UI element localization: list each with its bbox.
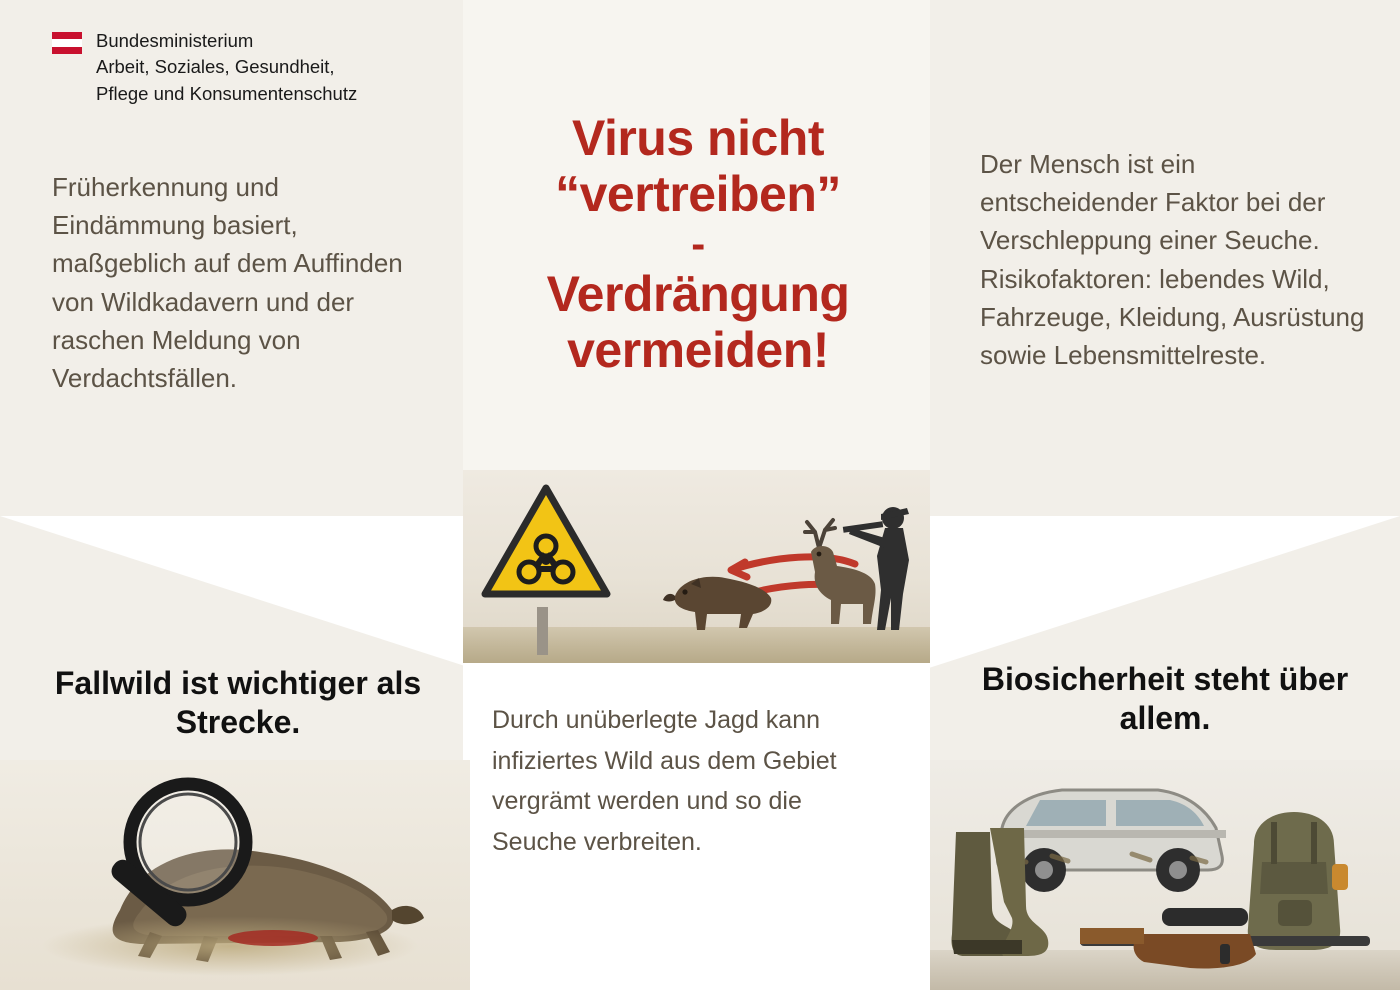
right-illustration bbox=[930, 760, 1400, 990]
right-body-text bbox=[980, 145, 1370, 374]
subhead-fallwild: Fallwild ist wichtiger als Strecke. bbox=[54, 665, 422, 741]
right-body-text-part-2: Risikofaktoren: lebendes Wild, Fahrzeuge, Kleidung, Ausrüstung sowie Lebensmittelreste. bbox=[980, 263, 1365, 371]
subhead-biosicherheit: Biosicherheit steht über allem. bbox=[981, 661, 1349, 737]
magnifying-glass-icon bbox=[78, 770, 298, 980]
right-body-text-part-1: Der Mensch ist ein entscheidender Faktor bei der Verschleppung einer Seuche. bbox=[980, 149, 1326, 256]
rubber-boots-icon bbox=[942, 822, 1052, 972]
rifle-icon bbox=[1070, 898, 1380, 982]
ministry-name-line-1: Bundesministerium bbox=[96, 30, 254, 51]
main-headline bbox=[478, 110, 918, 378]
headline-line-4: vermeiden! bbox=[567, 322, 829, 379]
center-illustration bbox=[463, 470, 930, 663]
headline-dash: - bbox=[691, 220, 705, 267]
biohazard-warning-sign-icon bbox=[481, 482, 611, 600]
hunter-silhouette-icon bbox=[841, 498, 930, 638]
headline-line-2: “vertreiben” bbox=[555, 166, 841, 222]
headline-line-1: Virus nicht bbox=[572, 110, 824, 166]
austria-flag-icon bbox=[52, 32, 82, 54]
ministry-name bbox=[96, 28, 357, 107]
ministry-name-line-3: Pflege und Konsumentenschutz bbox=[96, 82, 358, 104]
sign-post bbox=[537, 607, 548, 655]
ministry-name-line-2: Arbeit, Soziales, Gesundheit, bbox=[96, 56, 335, 78]
ministry-logo bbox=[52, 28, 452, 107]
left-body-text: Früherkennung und Eindämmung basiert, maßgeblich auf dem Auffinden von Wildkadavern und der raschen Meldung von Verdachtsfällen. bbox=[52, 172, 403, 394]
left-illustration bbox=[0, 760, 470, 990]
center-bottom-text: Durch unüberlegte Jagd kann infiziertes Wild aus dem Gebiet vergrämt werden und so die Seuche verbreiten. bbox=[492, 706, 837, 856]
wild-boar-icon bbox=[661, 562, 781, 640]
headline-line-3: Verdrängung bbox=[546, 266, 850, 323]
